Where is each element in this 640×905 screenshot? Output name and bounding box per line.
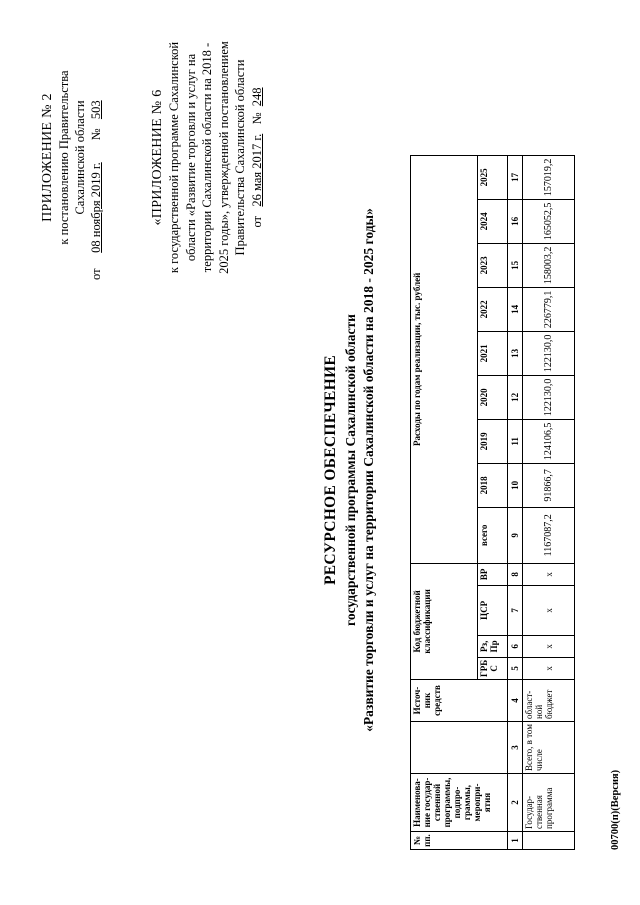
col-number: 9 (508, 507, 523, 563)
col-number: 7 (508, 585, 523, 635)
row-value: 226779,1 (523, 287, 575, 331)
col-number: 15 (508, 243, 523, 287)
header-year: 2021 (478, 331, 508, 375)
row-vr: х (523, 563, 575, 585)
col-number: 12 (508, 375, 523, 419)
appendix-6-title: «ПРИЛОЖЕНИЕ № 6 (150, 89, 165, 226)
header-expenses: Расходы по годам реализации, тыс. рублей (411, 155, 478, 563)
table-row (523, 155, 575, 849)
row-num (523, 832, 575, 850)
header-year: 2018 (478, 463, 508, 507)
row-total: 1167087,2 (523, 507, 575, 563)
header-total: всего (478, 507, 508, 563)
program-name: «Развитие торговли и услуг на территории Сахалинской области на 2018 - 2025 годы» (361, 208, 376, 732)
header-csr: ЦСР (478, 585, 508, 635)
col-number: 4 (508, 680, 523, 722)
appendix-2-from-label: от (89, 268, 103, 280)
header-year: 2022 (478, 287, 508, 331)
col-number: 11 (508, 419, 523, 463)
header-year: 2020 (478, 375, 508, 419)
appendix-6-date: 26 мая 2017 г. (249, 133, 264, 207)
header-grbs: ГРБ С (478, 657, 508, 679)
header-year: 2023 (478, 243, 508, 287)
row-value: 165052,5 (523, 199, 575, 243)
header-year: 2025 (478, 155, 508, 199)
document-title: РЕСУРСНОЕ ОБЕСПЕЧЕНИЕ (322, 354, 339, 586)
version-footer: 00700(п)(Версия) (610, 769, 621, 850)
col-number: 10 (508, 463, 523, 507)
appendix-6-num: 248 (249, 87, 264, 107)
appendix-2-block (40, 35, 104, 280)
appendix-2-line1: к постановлению Правительства (57, 70, 71, 245)
row-value: 91866,7 (523, 463, 575, 507)
appendix-2-date-row (88, 35, 104, 280)
col-number: 13 (508, 331, 523, 375)
row-name: Государ-ственная программа (523, 774, 575, 832)
col-number: 17 (508, 155, 523, 199)
col-number: 14 (508, 287, 523, 331)
row-value: 122130,0 (523, 331, 575, 375)
appendix-6-line: Правительства Сахалинской области (233, 59, 247, 256)
header-vr: ВР (478, 563, 508, 585)
header-rzpr: Рз, Пр (478, 635, 508, 657)
appendix-6-line: области «Развитие торговли и услуг на (183, 53, 198, 262)
appendix-6-line: территории Сахалинской области на 2018 - (200, 42, 214, 273)
row-source: област-ной бюджет (523, 680, 575, 722)
row-value: 157019,2 (523, 155, 575, 199)
header-name: Наименова-ние государ-ственной программы, подпро-граммы, меропри-ятия (411, 774, 508, 832)
header-source: Источ-ник средств (411, 680, 508, 722)
appendix-6-from-label: от (249, 215, 264, 228)
col-number: 6 (508, 635, 523, 657)
col-number: 3 (508, 722, 523, 774)
appendix-2-line2: Сахалинской области (73, 100, 87, 215)
col-number: 16 (508, 199, 523, 243)
row-desc: Всего, в том числе (523, 722, 575, 774)
appendix-2-title: ПРИЛОЖЕНИЕ № 2 (40, 93, 55, 222)
column-number-row (508, 155, 523, 849)
appendix-6-block (150, 35, 265, 280)
appendix-2-num: 503 (89, 100, 103, 120)
header-budget-code: Код бюджетной классификации (411, 563, 478, 679)
row-grbs: х (523, 657, 575, 679)
header-num: № пп. (411, 832, 508, 850)
resource-table (410, 155, 575, 850)
appendix-6-line: к государственной программе Сахалинской (167, 41, 181, 274)
col-number: 8 (508, 563, 523, 585)
col-number: 5 (508, 657, 523, 679)
row-csr: х (523, 585, 575, 635)
appendix-2-date: 08 ноября 2019 г. (89, 162, 103, 253)
row-rzpr: х (523, 635, 575, 657)
row-value: 124106,5 (523, 419, 575, 463)
document-subtitle: государственной программы Сахалинской области (343, 314, 358, 626)
header-col3 (411, 722, 508, 774)
appendix-6-line: 2025 годы», утвержденной постановлением (216, 41, 231, 274)
table-header-row (411, 155, 478, 849)
col-number: 1 (508, 832, 523, 850)
header-year: 2024 (478, 199, 508, 243)
row-value: 122130,0 (523, 375, 575, 419)
appendix-6-num-label: № (249, 112, 264, 125)
appendix-2-num-label: № (89, 128, 103, 141)
row-value: 158003,2 (523, 243, 575, 287)
col-number: 2 (508, 774, 523, 832)
appendix-6-date-row (249, 35, 265, 280)
header-year: 2019 (478, 419, 508, 463)
